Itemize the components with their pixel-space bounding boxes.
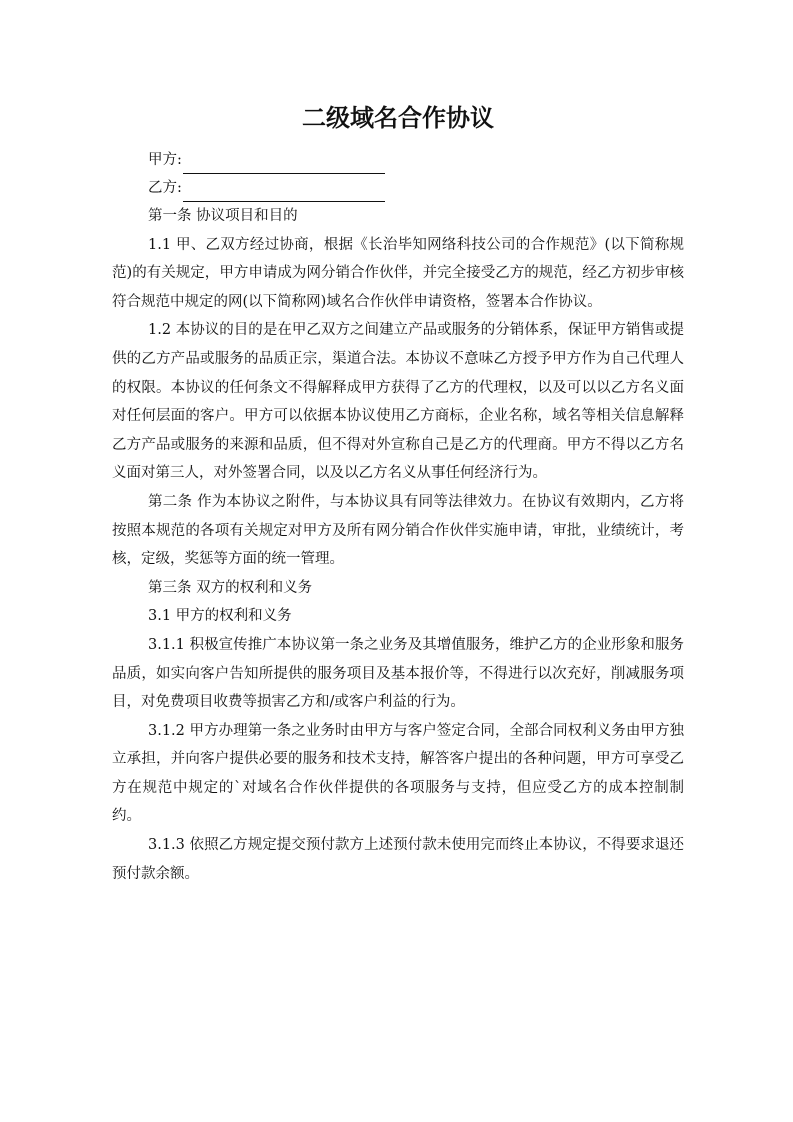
party-b-blank	[183, 181, 385, 202]
party-a-label: 甲方:	[148, 152, 182, 168]
party-b-label: 乙方:	[148, 180, 182, 196]
document-body	[112, 96, 684, 888]
clause-3-1-2: 3.1.2 甲方办理第一条之业务时由甲方与客户签定合同，全部合同权利义务由甲方独立承担，并向客户提供必要的服务和技术支持，解答客户提出的各种问题，甲方可享受乙方在规范中规定的`对域名合作伙伴提供的各项服务与支持，但应受乙方的成本控制制约。	[112, 722, 684, 825]
party-a-blank	[183, 153, 385, 174]
party-a-line	[112, 146, 684, 174]
clause-3-1-3: 3.1.3 依照乙方规定提交预付款方上述预付款未使用完而终止本协议，不得要求退还预付款余额。	[112, 837, 684, 882]
clause-3-1-heading: 3.1 甲方的权利和义务	[148, 608, 292, 625]
article-2: 第二条 作为本协议之附件，与本协议具有同等法律效力。在协议有效期内，乙方将按照本规范的各项有关规定对甲方及所有网分销合作伙伴实施申请，审批，业绩统计，考核，定级，奖惩等方面的统一管理。	[112, 493, 684, 568]
party-b-line	[112, 174, 684, 202]
article-1-heading: 第一条 协议项目和目的	[148, 208, 298, 224]
clause-1-2: 1.2 本协议的目的是在甲乙双方之间建立产品或服务的分销体系，保证甲方销售或提供的乙方产品或服务的品质正宗，渠道合法。本协议不意味乙方授予甲方作为自己代理人的权限。本协议的任何条文不得解释成甲方获得了乙方的代理权，以及可以以乙方名义面对任何层面的客户。甲方可以依据本协议使用乙方商标，企业名称，域名等相关信息解释乙方产品或服务的来源和品质，但不得对外宣称自己是乙方的代理商。甲方不得以乙方名义面对第三人，对外签署合同，以及以乙方名义从事任何经济行为。	[112, 322, 684, 482]
clause-3-1-1: 3.1.1 积极宣传推广本协议第一条之业务及其增值服务，维护乙方的企业形象和服务品质，如实向客户告知所提供的服务项目及基本报价等，不得进行以次充好，削减服务项目，对免费项目收费等损害乙方和/或客户利益的行为。	[112, 636, 684, 711]
clause-1-1: 1.1 甲、乙双方经过协商，根据《长治毕知网络科技公司的合作规范》(以下简称规范)的有关规定，甲方申请成为网分销合作伙伴，并完全接受乙方的规范，经乙方初步审核符合规范中规定的网(以下简称网)域名合作伙伴申请资格，签署本合作协议。	[112, 236, 684, 310]
document-title: 二级域名合作协议	[302, 104, 494, 132]
article-3-heading: 第三条 双方的权利和义务	[148, 579, 313, 596]
